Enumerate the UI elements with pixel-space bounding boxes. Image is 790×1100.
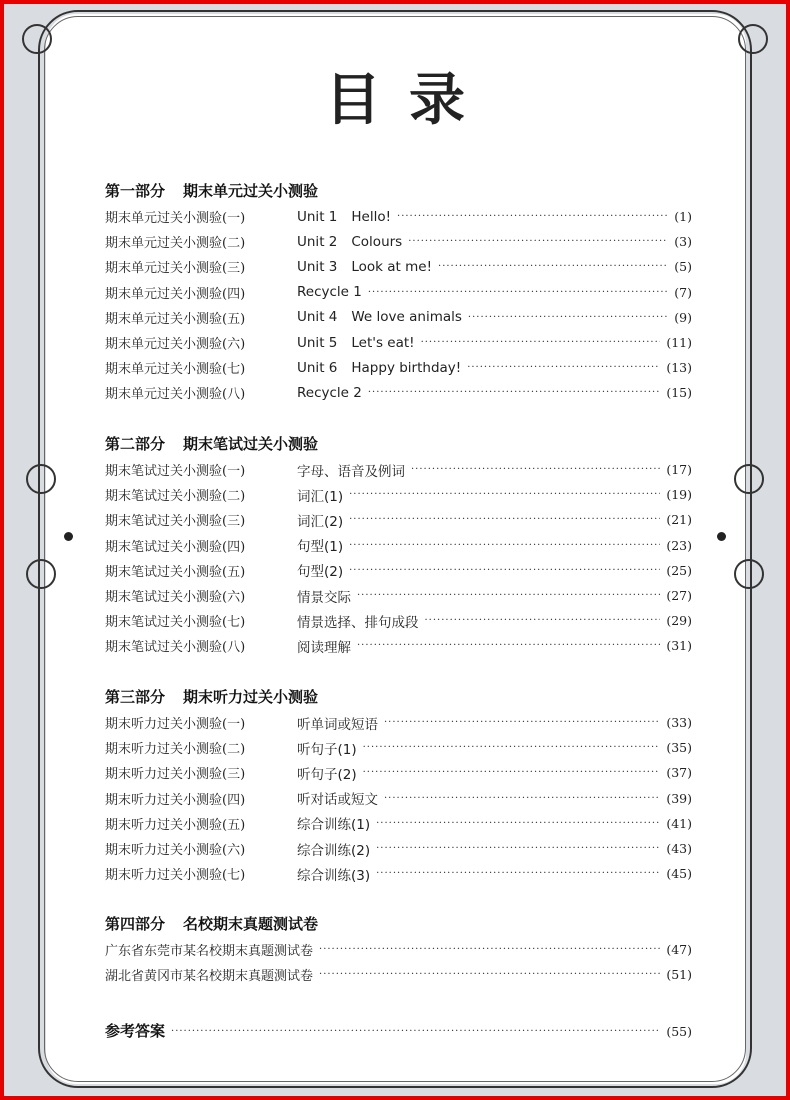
toc-entry[interactable]: [105, 305, 692, 330]
entry-title-text: We love animals: [351, 309, 462, 326]
dot-leader: [468, 312, 668, 323]
toc-entry[interactable]: [105, 507, 692, 532]
page-number: (27): [666, 588, 692, 604]
entry-title: [297, 763, 357, 783]
dot-leader: [425, 615, 661, 626]
entry-title: [297, 485, 343, 505]
entry-label: 期末单元过关小测验(四): [105, 286, 246, 302]
dot-leader: [357, 640, 660, 651]
section-name: 期末单元过关小测验: [183, 182, 319, 200]
dot-leader: [467, 362, 660, 373]
toc-entry[interactable]: [105, 355, 692, 380]
entry-title: [297, 535, 343, 555]
entry-title-text: 听对话或短文: [297, 792, 378, 809]
entry-label: 期末听力过关小测验(五): [105, 817, 246, 833]
page-number: (15): [666, 385, 692, 401]
scroll-ornament-icon: [734, 464, 764, 494]
entry-label: 期末听力过关小测验(二): [105, 742, 246, 758]
page: [4, 4, 786, 1096]
toc-entry[interactable]: [105, 937, 692, 962]
page-number: (5): [674, 259, 692, 275]
entry-title-text: 综合训练(3): [297, 867, 371, 884]
entry-label: 期末笔试过关小测验(二): [105, 489, 246, 505]
entry-label: 期末单元过关小测验(八): [105, 387, 246, 403]
answers-label: 参考答案: [105, 1022, 166, 1040]
entry-title: [297, 259, 432, 275]
dot-leader: [349, 565, 660, 576]
entry-title-text: Recycle 2: [297, 384, 362, 401]
entry-title-text: 句型(1): [297, 539, 344, 556]
page-number: (21): [666, 512, 692, 528]
toc-section: [105, 431, 692, 659]
entry-label: 期末听力过关小测验(一): [105, 717, 246, 733]
entry-label: 期末笔试过关小测验(五): [105, 564, 246, 580]
entry-title-text: 阅读理解: [297, 639, 351, 656]
section-part: 第二部分: [105, 435, 166, 453]
dot-leader: [368, 287, 668, 298]
entry-label: 期末单元过关小测验(七): [105, 362, 246, 378]
entry-title-text: Hello!: [351, 208, 392, 225]
entry-title: [297, 636, 351, 656]
toc-entry[interactable]: [105, 861, 692, 886]
entry-label: 期末笔试过关小测验(六): [105, 590, 246, 606]
entry-unit: Unit 2: [297, 233, 338, 250]
page-title: 目录: [325, 68, 493, 133]
entry-title: [297, 360, 461, 376]
toc-entry[interactable]: [105, 229, 692, 254]
dot-leader: [438, 261, 668, 272]
entry-title-text: 字母、语音及例词: [297, 463, 405, 480]
dot-leader: [357, 590, 660, 601]
toc-entry[interactable]: [105, 608, 692, 633]
ornament-dot-icon: [717, 532, 726, 541]
page-number: (51): [666, 967, 692, 983]
entry-title: [297, 738, 357, 758]
page-number: (45): [666, 866, 692, 882]
toc-entry[interactable]: [105, 457, 692, 482]
scroll-ornament-icon: [26, 559, 56, 589]
toc-entry[interactable]: [105, 254, 692, 279]
entry-title-text: Happy birthday!: [351, 359, 462, 376]
toc-entry[interactable]: [105, 735, 692, 760]
entry-title: [297, 560, 343, 580]
page-number: (11): [666, 335, 692, 351]
toc-entry[interactable]: [105, 204, 692, 229]
section-heading: [105, 684, 692, 710]
page-number: (25): [666, 562, 692, 578]
dot-leader: [319, 969, 660, 980]
scroll-ornament-icon: [734, 559, 764, 589]
entry-title: [297, 234, 402, 250]
page-number: (43): [666, 841, 692, 857]
entry-title: [297, 586, 351, 606]
page-number: (33): [666, 715, 692, 731]
toc-entry[interactable]: [105, 786, 692, 811]
dot-leader: [349, 540, 660, 551]
scroll-ornament-icon: [738, 24, 768, 54]
entry-title: [297, 309, 462, 325]
entry-title-text: 情景交际: [297, 589, 351, 606]
dot-leader: [397, 211, 668, 222]
toc-entry[interactable]: [105, 330, 692, 355]
entry-title-text: 听句子(1): [297, 741, 357, 758]
entry-title-text: Colours: [351, 233, 403, 250]
toc-section: [105, 178, 692, 406]
entry-title-text: 句型(2): [297, 564, 344, 581]
page-number: (7): [674, 284, 692, 300]
section-name: 名校期末真题测试卷: [183, 915, 319, 933]
entry-title-text: 综合训练(2): [297, 842, 371, 859]
entry-unit: Unit 5: [297, 334, 338, 351]
toc-section: [105, 911, 692, 987]
dot-leader: [411, 464, 660, 475]
entry-label: 期末听力过关小测验(六): [105, 843, 246, 859]
entry-label: 广东省东莞市某名校期末真题测试卷: [105, 944, 314, 960]
dot-leader: [349, 489, 660, 500]
toc-entry[interactable]: [105, 633, 692, 658]
dot-leader: [376, 868, 660, 879]
section-heading: [105, 911, 692, 937]
entry-title: [297, 813, 370, 833]
entry-title-text: Let's eat!: [351, 334, 415, 351]
entry-title: [297, 839, 370, 859]
page-number: (13): [666, 360, 692, 376]
entry-label: 湖北省黄冈市某名校期末真题测试卷: [105, 969, 314, 985]
entry-unit: Unit 1: [297, 208, 338, 225]
dot-leader: [171, 1026, 660, 1037]
toc-entry[interactable]: [105, 482, 692, 507]
entry-label: 期末听力过关小测验(七): [105, 868, 246, 884]
entry-title: [297, 335, 415, 351]
section-part: 第一部分: [105, 182, 166, 200]
dot-leader: [384, 717, 660, 728]
entry-label: 期末笔试过关小测验(三): [105, 514, 246, 530]
toc-entry[interactable]: [105, 710, 692, 735]
page-number: (47): [666, 942, 692, 958]
toc-section: [105, 684, 692, 886]
entry-label: 期末单元过关小测验(一): [105, 211, 246, 227]
page-number: (55): [666, 1023, 692, 1039]
section-heading: [105, 178, 692, 204]
entry-label: 期末笔试过关小测验(七): [105, 615, 246, 631]
page-number: (37): [666, 765, 692, 781]
entry-title-text: 听句子(2): [297, 766, 357, 783]
toc-entry[interactable]: [105, 583, 692, 608]
entry-title: [297, 385, 362, 401]
dot-leader: [408, 236, 668, 247]
entry-unit: Unit 3: [297, 258, 338, 275]
dot-leader: [376, 818, 660, 829]
dot-leader: [363, 767, 661, 778]
entry-title-text: 词汇(2): [297, 513, 344, 530]
page-number: (31): [666, 638, 692, 654]
entry-title: [297, 864, 370, 884]
entry-label: 期末单元过关小测验(三): [105, 261, 246, 277]
entry-title-text: 综合训练(1): [297, 817, 371, 834]
section-name: 期末笔试过关小测验: [183, 435, 319, 453]
toc-entry[interactable]: [105, 836, 692, 861]
entry-label: 期末笔试过关小测验(八): [105, 640, 246, 656]
page-number: (17): [666, 462, 692, 478]
toc-entry[interactable]: [105, 380, 692, 405]
toc-entry[interactable]: [105, 558, 692, 583]
dot-leader: [319, 944, 660, 955]
page-number: (19): [666, 487, 692, 503]
entry-title-text: 情景选择、排句成段: [297, 614, 419, 631]
dot-leader: [376, 843, 660, 854]
entry-title-text: Recycle 1: [297, 284, 362, 301]
entry-title-text: 听单词或短语: [297, 716, 378, 733]
section-heading: [105, 431, 692, 457]
page-number: (39): [666, 790, 692, 806]
dot-leader: [368, 387, 660, 398]
entry-label: 期末笔试过关小测验(四): [105, 539, 246, 555]
dot-leader: [384, 793, 660, 804]
entry-title-text: Look at me!: [351, 258, 433, 275]
dot-leader: [349, 514, 660, 525]
entry-unit: Unit 4: [297, 309, 338, 326]
entry-label: 期末听力过关小测验(四): [105, 792, 246, 808]
entry-title: [297, 611, 419, 631]
page-number: (41): [666, 815, 692, 831]
dot-leader: [363, 742, 661, 753]
page-number: (35): [666, 740, 692, 756]
entry-title: [297, 713, 378, 733]
entry-title: [297, 510, 343, 530]
entry-title: [297, 788, 378, 808]
section-part: 第三部分: [105, 688, 166, 706]
page-number: (23): [666, 537, 692, 553]
page-number: (29): [666, 613, 692, 629]
entry-label: 期末单元过关小测验(五): [105, 311, 246, 327]
scroll-ornament-icon: [26, 464, 56, 494]
entry-title: [297, 209, 391, 225]
entry-title: [297, 460, 405, 480]
section-name: 期末听力过关小测验: [183, 688, 319, 706]
toc-entry[interactable]: [105, 760, 692, 785]
scroll-ornament-icon: [22, 24, 52, 54]
page-number: (1): [674, 209, 692, 225]
toc-entry[interactable]: [105, 280, 692, 305]
entry-label: 期末笔试过关小测验(一): [105, 464, 246, 480]
dot-leader: [421, 337, 661, 348]
page-number: (9): [674, 309, 692, 325]
entry-title: [297, 284, 362, 300]
page-number: (3): [674, 234, 692, 250]
entry-unit: Unit 6: [297, 359, 338, 376]
answers-entry[interactable]: [105, 1018, 692, 1044]
entry-title-text: 词汇(1): [297, 488, 344, 505]
toc-entry[interactable]: [105, 962, 692, 987]
toc-entry[interactable]: [105, 533, 692, 558]
entry-label: 期末听力过关小测验(三): [105, 767, 246, 783]
entry-label: 期末单元过关小测验(六): [105, 337, 246, 353]
entry-label: 期末单元过关小测验(二): [105, 236, 246, 252]
ornament-dot-icon: [64, 532, 73, 541]
section-part: 第四部分: [105, 915, 166, 933]
toc-entry[interactable]: [105, 811, 692, 836]
